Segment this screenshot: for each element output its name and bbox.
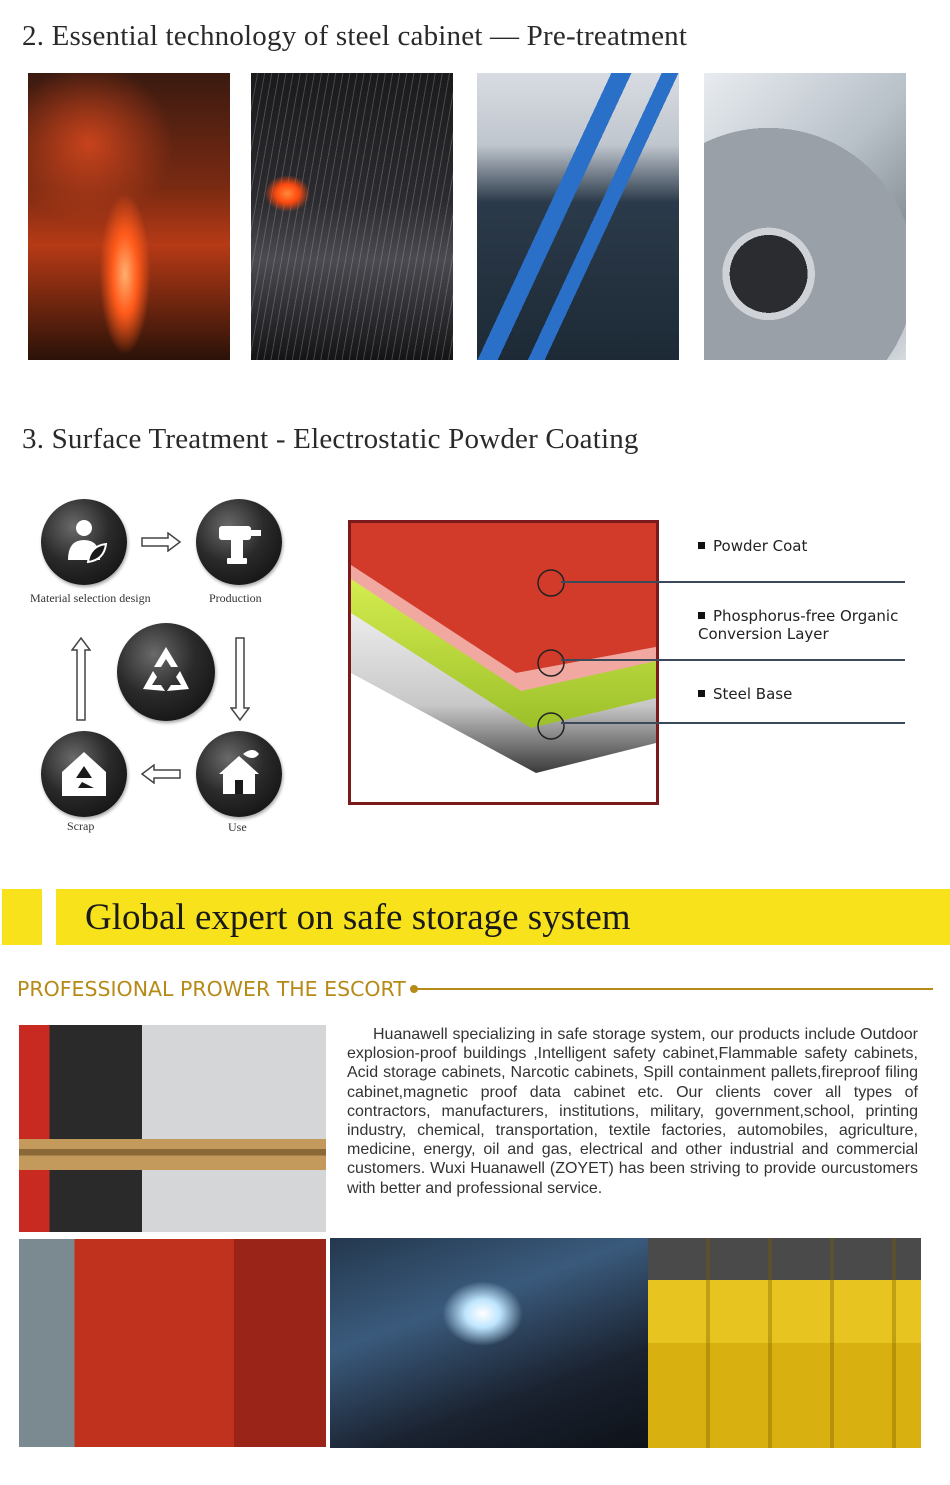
banner-accent-block [2,889,42,945]
material-selection-caption: Material selection design [30,591,151,605]
section2-title: 2. Essential technology of steel cabinet — Pre-treatment [22,20,688,52]
steel-coil-photo [704,73,906,360]
profile-heading: PROFESSIONAL PROWER THE ESCORT [17,977,406,1001]
powder-coat-label: Powder Coat [698,537,807,555]
arrow-down-icon [230,636,250,727]
use-caption: Use [228,820,247,834]
production-caption: Production [209,591,262,605]
banner [56,889,950,945]
arrow-right-icon [140,532,182,557]
banner-title: Global expert on safe storage system [85,896,631,938]
steel-base-label: Steel Base [698,685,792,703]
section3-title: 3. Surface Treatment - Electrostatic Powder Coating [22,423,639,455]
welding-robot-photo [19,1239,326,1447]
scrap-caption: Scrap [67,819,95,833]
drill-icon [196,499,282,585]
heading-rule [415,988,933,990]
conversion-layer-leader-line [561,659,905,661]
scrap-icon [41,731,127,817]
house-icon [196,731,282,817]
cold-rolling-line-photo [477,73,679,360]
conversion-layer-label: Phosphorus-free Organic Conversion Layer [698,607,899,643]
coating-layer-diagram [348,520,659,805]
company-description: Huanawell specializing in safe storage system, our products include Outdoor explosion-proof buildings ,Intelligent safety cabinet,Flammable safety cabinets, Acid storage cabinets, Narcotic cabinets, Spill containment pallets,fireproof filing cabinet,magnetic proof data cabinet etc. Our clients cover all types of contractors, manufacturers, institutions, military, government,school, printing industry, chemical, transportation, textile factories, automobiles, agriculture, medicine, energy, oil and gas, electrical and other industrial and commercial customers. Wuxi Huanawell (ZOYET) has been striving to provide ourcustomers with better and professional service. [347,1026,918,1197]
material-selection-icon [41,499,127,585]
yellow-cabinets-photo [648,1238,921,1448]
arrow-left-icon [140,764,182,789]
recycle-icon [117,623,215,721]
steel-base-leader-line [561,722,905,724]
pickling-photo [251,73,453,360]
punching-machine-photo [19,1025,326,1232]
arrow-up-icon [71,636,91,727]
welding-sparks-photo [330,1238,648,1448]
hot-rolling-photo [28,73,230,360]
powder-coat-leader-line [561,581,905,583]
